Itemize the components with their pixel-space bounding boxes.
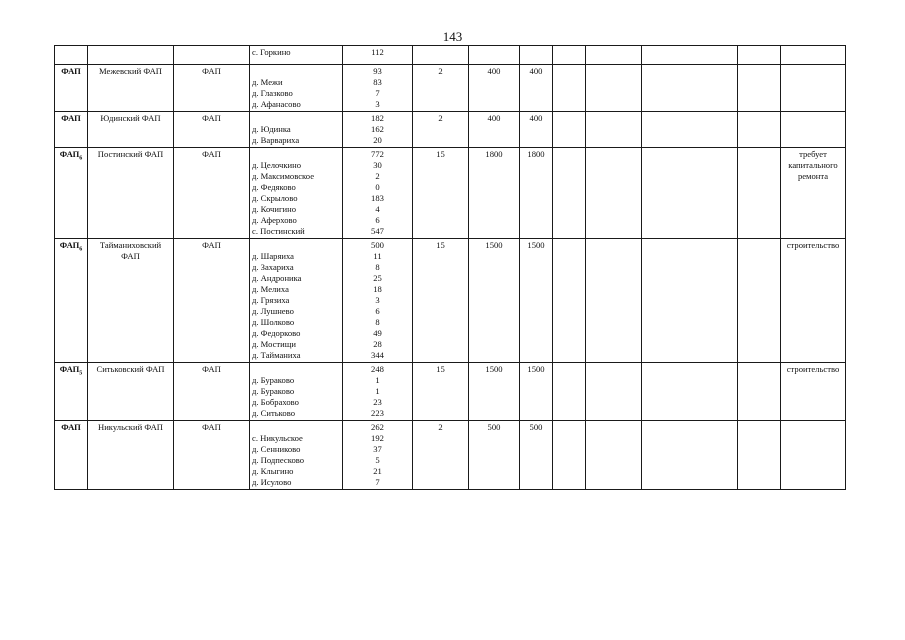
settlement-name: с. Постинский — [252, 226, 305, 236]
facility-name: Ситьковский ФАП — [96, 364, 165, 374]
settlement-name: д. Шаряиха — [252, 251, 294, 261]
settlement-cell: с. Горкино — [250, 46, 343, 65]
empty-cell — [738, 112, 781, 148]
settlement-population: 7 — [375, 477, 380, 487]
settlement-name: д. Захариха — [252, 262, 294, 272]
area-cell — [469, 363, 520, 421]
area-cell — [469, 65, 520, 112]
settlements-cell — [250, 239, 343, 363]
area-cell — [469, 148, 520, 239]
spacer — [252, 422, 340, 433]
note-text: требует капитального ремонта — [788, 149, 838, 181]
empty-cell — [553, 65, 586, 112]
settlement-name: д. Лушнево — [252, 306, 294, 316]
settlement-name: д. Варвариха — [252, 135, 300, 145]
settlement-name: д. Ситьково — [252, 408, 296, 418]
area-value: 1500 — [527, 240, 545, 250]
facility-name: Юдинский ФАП — [100, 113, 161, 123]
settlement-population: 192 — [371, 433, 384, 443]
area-cell — [520, 421, 553, 490]
empty-cell — [738, 421, 781, 490]
settlement-population: 183 — [371, 193, 384, 203]
code-text: ФАП — [59, 364, 80, 374]
table-row — [55, 65, 846, 112]
empty-cell — [586, 421, 642, 490]
settlement-name: д. Бобрахово — [252, 397, 299, 407]
capacity-value: 15 — [436, 149, 445, 159]
note-cell — [781, 421, 846, 490]
settlement-population: 18 — [373, 284, 382, 294]
empty-cell — [642, 363, 738, 421]
settlements-cell — [250, 112, 343, 148]
capacity-cell — [413, 148, 469, 239]
settlement-name: д. Мелиха — [252, 284, 289, 294]
facility-type: ФАП — [202, 66, 221, 76]
empty-cell — [642, 65, 738, 112]
empty-cell — [642, 239, 738, 363]
facility-name-cell — [88, 363, 174, 421]
capacity-cell — [413, 363, 469, 421]
code-text: ФАП — [59, 149, 80, 159]
population-cell — [343, 148, 413, 239]
settlement-population: 5 — [375, 455, 380, 465]
note-cell — [781, 65, 846, 112]
table-row — [55, 112, 846, 148]
capacity-cell — [413, 112, 469, 148]
table-row — [55, 148, 846, 239]
empty-cell — [586, 239, 642, 363]
area-cell — [520, 112, 553, 148]
spacer — [252, 113, 340, 124]
facility-name: Межевский ФАП — [99, 66, 162, 76]
facility-name: Постинский ФАП — [97, 149, 164, 159]
facility-name-cell — [88, 148, 174, 239]
settlement-name: д. Целочкино — [252, 160, 302, 170]
code-text: ФАП — [59, 240, 80, 250]
code-cell — [55, 421, 88, 490]
population-total: 772 — [371, 149, 384, 159]
area-value: 1500 — [527, 364, 545, 374]
settlement-population: 1 — [375, 386, 380, 396]
empty-cell — [642, 148, 738, 239]
settlement-name: д. Подпесково — [252, 455, 305, 465]
settlement-population: 11 — [373, 251, 382, 261]
settlement-name: д. Федорково — [252, 328, 301, 338]
code-cell — [55, 112, 88, 148]
facility-name: Тайманиховский ФАП — [99, 240, 162, 261]
area-cell — [469, 421, 520, 490]
population-cell — [343, 421, 413, 490]
facility-name: Никульский ФАП — [98, 422, 163, 432]
table-row — [55, 239, 846, 363]
facility-type: ФАП — [202, 364, 221, 374]
spacer — [252, 149, 340, 160]
empty-cell — [553, 112, 586, 148]
spacer — [252, 66, 340, 77]
settlement-name: д. Грязиха — [252, 295, 290, 305]
area-value: 500 — [487, 422, 501, 432]
area-value: 1800 — [485, 149, 503, 159]
settlement-population: 2 — [375, 171, 380, 181]
capacity-value: 15 — [436, 364, 445, 374]
settlement-name: д. Клыгино — [252, 466, 294, 476]
empty-cell — [586, 363, 642, 421]
capacity-value: 2 — [438, 422, 443, 432]
settlement-name: д. Сенниково — [252, 444, 301, 454]
facility-type-cell — [174, 65, 250, 112]
settlement-name: д. Бураково — [252, 386, 295, 396]
settlements-cell — [250, 421, 343, 490]
settlements-cell — [250, 363, 343, 421]
settlement-name: д. Юдинка — [252, 124, 291, 134]
empty-cell — [553, 148, 586, 239]
settlement-population: 28 — [373, 339, 382, 349]
facility-type-cell — [174, 112, 250, 148]
empty-cell — [642, 421, 738, 490]
area-cell — [520, 148, 553, 239]
table-row — [55, 421, 846, 490]
note-cell — [781, 112, 846, 148]
area-cell — [520, 239, 553, 363]
settlement-name: д. Андроника — [252, 273, 302, 283]
empty-cell — [553, 239, 586, 363]
note-cell — [781, 148, 846, 239]
settlement-population: 83 — [373, 77, 382, 87]
empty-cell — [586, 65, 642, 112]
capacity-cell — [413, 239, 469, 363]
facility-type: ФАП — [202, 240, 221, 250]
population-cell: 112 — [343, 46, 413, 65]
empty-cell — [586, 112, 642, 148]
code-subscript: 5 — [79, 370, 83, 377]
settlement-name: с. Никульское — [252, 433, 303, 443]
code-cell — [55, 239, 88, 363]
note-text: строительство — [786, 240, 840, 250]
empty-cell — [586, 148, 642, 239]
population-total: 182 — [371, 113, 384, 123]
settlement-population: 1 — [375, 375, 380, 385]
settlement-population: 223 — [371, 408, 384, 418]
settlement-population: 344 — [371, 350, 384, 360]
capacity-value: 15 — [436, 240, 445, 250]
area-value: 1500 — [485, 240, 503, 250]
settlement-name: д. Тайманиха — [252, 350, 301, 360]
area-value: 400 — [529, 66, 543, 76]
facility-table — [54, 45, 846, 490]
settlement-name: д. Скрылово — [252, 193, 298, 203]
facility-name-cell — [88, 421, 174, 490]
settlement-population: 547 — [371, 226, 384, 236]
settlement-name: д. Федяково — [252, 182, 296, 192]
table-row-top — [55, 46, 846, 65]
capacity-value: 2 — [438, 66, 443, 76]
empty-cell — [738, 363, 781, 421]
settlement-name: д. Исулово — [252, 477, 292, 487]
empty-cell — [642, 112, 738, 148]
population-cell — [343, 112, 413, 148]
facility-name-cell — [88, 112, 174, 148]
settlement-name: д. Межи — [252, 77, 283, 87]
code-subscript: 6 — [79, 246, 83, 253]
empty-cell — [738, 65, 781, 112]
settlement-name: д. Кочигино — [252, 204, 296, 214]
area-cell — [520, 65, 553, 112]
area-value: 500 — [529, 422, 543, 432]
settlement-population: 25 — [373, 273, 382, 283]
facility-type: ФАП — [202, 113, 221, 123]
table-row — [55, 363, 846, 421]
page-number: 143 — [442, 29, 463, 44]
code-subscript: 6 — [79, 155, 83, 162]
code-cell — [55, 148, 88, 239]
capacity-value: 2 — [438, 113, 443, 123]
area-cell — [520, 363, 553, 421]
settlement-name: д. Шолково — [252, 317, 295, 327]
capacity-cell — [413, 421, 469, 490]
facility-type-cell — [174, 363, 250, 421]
code-text: ФАП — [61, 422, 81, 432]
facility-name-cell — [88, 239, 174, 363]
settlement-population: 23 — [373, 397, 382, 407]
settlement-population: 162 — [371, 124, 384, 134]
code-cell — [55, 363, 88, 421]
code-text: ФАП — [61, 66, 81, 76]
settlement-population: 6 — [375, 306, 380, 316]
settlement-name: д. Максимовское — [252, 171, 315, 181]
area-cell — [469, 112, 520, 148]
settlement-population: 21 — [373, 466, 382, 476]
settlements-cell — [250, 65, 343, 112]
settlement-population: 3 — [375, 99, 380, 109]
settlement-population: 0 — [375, 182, 380, 192]
area-value: 400 — [487, 66, 501, 76]
spacer — [252, 364, 340, 375]
population-total: 93 — [373, 66, 382, 76]
facility-type-cell — [174, 239, 250, 363]
population-cell — [343, 65, 413, 112]
population-total: 248 — [371, 364, 384, 374]
settlement-population: 30 — [373, 160, 382, 170]
empty-cell — [553, 421, 586, 490]
spacer — [252, 240, 340, 251]
facility-type-cell — [174, 148, 250, 239]
settlement-population: 4 — [375, 204, 380, 214]
settlement-population: 37 — [373, 444, 382, 454]
empty-cell — [738, 148, 781, 239]
area-value: 1500 — [485, 364, 503, 374]
area-value: 400 — [529, 113, 543, 123]
area-cell — [469, 239, 520, 363]
population-total: 262 — [371, 422, 384, 432]
note-text: строительство — [786, 364, 840, 374]
empty-cell — [553, 363, 586, 421]
settlement-name: д. Бураково — [252, 375, 295, 385]
settlement-name: д. Мостищи — [252, 339, 296, 349]
settlement-population: 7 — [375, 88, 380, 98]
empty-cell — [738, 239, 781, 363]
population-total: 500 — [371, 240, 384, 250]
settlement-name: д. Афанасово — [252, 99, 301, 109]
facility-type: ФАП — [202, 149, 221, 159]
code-cell — [55, 65, 88, 112]
note-cell — [781, 239, 846, 363]
capacity-cell — [413, 65, 469, 112]
settlement-population: 6 — [375, 215, 380, 225]
settlements-cell — [250, 148, 343, 239]
settlement-name: д. Глазково — [252, 88, 293, 98]
facility-name-cell — [88, 65, 174, 112]
settlement-population: 20 — [373, 135, 382, 145]
facility-type: ФАП — [202, 422, 221, 432]
note-cell — [781, 363, 846, 421]
settlement-population: 3 — [375, 295, 380, 305]
area-value: 1800 — [527, 149, 545, 159]
settlement-population: 8 — [375, 317, 380, 327]
settlement-population: 49 — [373, 328, 382, 338]
code-text: ФАП — [61, 113, 81, 123]
population-cell — [343, 239, 413, 363]
population-cell — [343, 363, 413, 421]
settlement-population: 8 — [375, 262, 380, 272]
settlement-name: д. Аферхово — [252, 215, 297, 225]
facility-type-cell — [174, 421, 250, 490]
area-value: 400 — [487, 113, 501, 123]
